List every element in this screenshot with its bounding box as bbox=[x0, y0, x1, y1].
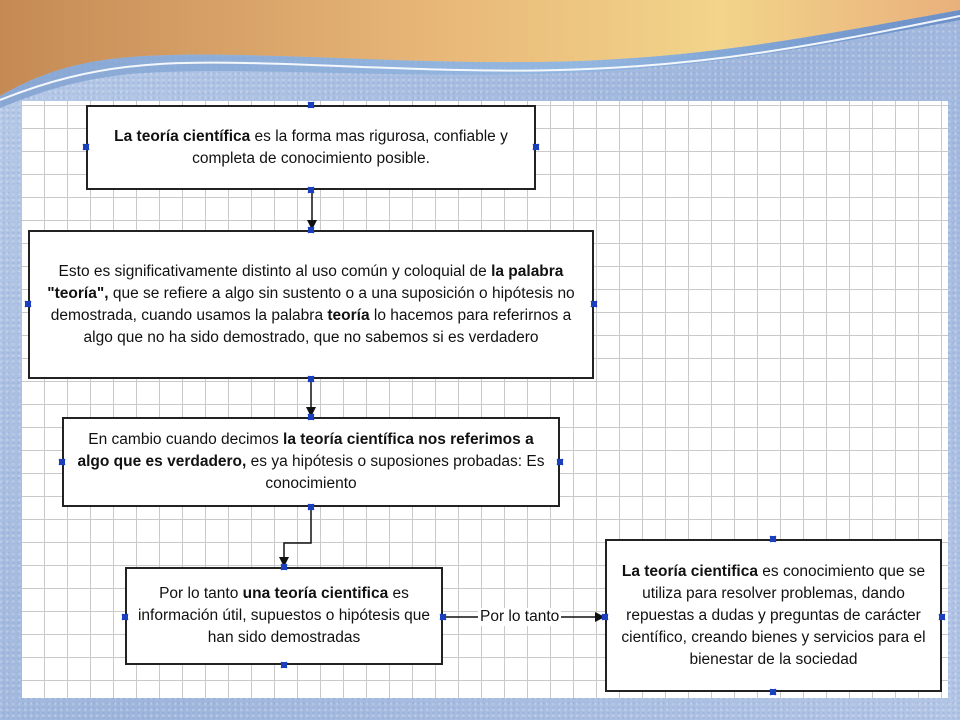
connection-handle[interactable] bbox=[770, 689, 776, 695]
node-3-text bbox=[74, 429, 548, 495]
connection-handle[interactable] bbox=[533, 144, 539, 150]
connection-handle[interactable] bbox=[308, 227, 314, 233]
connector-n3-n4 bbox=[284, 507, 311, 566]
connection-handle[interactable] bbox=[281, 662, 287, 668]
node-5-bold: La teoría cientifica bbox=[621, 562, 758, 580]
node-5-text bbox=[617, 561, 930, 671]
connection-handle[interactable] bbox=[602, 614, 608, 620]
node-por-lo-tanto[interactable] bbox=[125, 567, 443, 665]
connection-handle[interactable] bbox=[308, 376, 314, 382]
node-conclusion[interactable] bbox=[605, 539, 942, 692]
connection-handle[interactable] bbox=[308, 504, 314, 510]
node-4-body-1: Por lo tanto bbox=[159, 585, 243, 602]
node-2-body-3: lo hacemos para referirnos a algo que no ha sido demostrado, que no sabemos si es verdadero bbox=[83, 306, 572, 346]
connection-handle[interactable] bbox=[308, 102, 314, 108]
node-2-bold-2: teoría bbox=[327, 306, 370, 324]
node-2-text bbox=[40, 261, 582, 349]
connection-handle[interactable] bbox=[440, 614, 446, 620]
connection-handle[interactable] bbox=[557, 459, 563, 465]
connection-handle[interactable] bbox=[281, 564, 287, 570]
connection-handle[interactable] bbox=[122, 614, 128, 620]
node-1-text bbox=[98, 126, 524, 170]
node-4-text bbox=[137, 583, 431, 649]
node-en-cambio[interactable] bbox=[62, 417, 560, 507]
connection-handle[interactable] bbox=[59, 459, 65, 465]
node-4-body-2: es información útil, supuestos o hipótesis que han sido demostradas bbox=[137, 585, 431, 646]
connection-handle[interactable] bbox=[308, 414, 314, 420]
node-1-body: es la forma mas rigurosa, confiable y completa de conocimiento posible. bbox=[192, 127, 508, 167]
node-2-bold-1: la palabra "teoría", bbox=[47, 262, 564, 302]
node-2-body-1: Esto es significativamente distinto al uso común y coloquial de bbox=[58, 262, 492, 280]
connection-handle[interactable] bbox=[308, 187, 314, 193]
connection-handle[interactable] bbox=[770, 536, 776, 542]
connection-handle[interactable] bbox=[591, 301, 597, 307]
node-5-body: es conocimiento que se utiliza para resolver problemas, dando repuestas a dudas y preguntas de carácter científico, creando bienes y servicios para el bienestar de la sociedad bbox=[621, 562, 926, 668]
node-teoria-cientifica-definicion[interactable] bbox=[86, 105, 536, 190]
connection-handle[interactable] bbox=[83, 144, 89, 150]
edge-label-por-lo-tanto: Por lo tanto bbox=[480, 608, 560, 625]
node-1-bold: La teoría científica bbox=[114, 127, 251, 145]
node-3-body-2: es ya hipótesis o suposiones probadas: Es conocimiento bbox=[246, 453, 545, 492]
node-4-bold: una teoría cientifica bbox=[242, 585, 389, 602]
node-2-body-2: que se refiere a algo sin sustento o a una suposición o hipótesis no demostrada, cuando usamos la palabra bbox=[50, 284, 575, 324]
node-3-bold: la teoría científica nos referimos a algo que es verdadero, bbox=[77, 431, 534, 470]
connection-handle[interactable] bbox=[939, 614, 945, 620]
node-3-body-1: En cambio cuando decimos bbox=[88, 431, 284, 448]
node-uso-coloquial[interactable] bbox=[28, 230, 594, 379]
connection-handle[interactable] bbox=[25, 301, 31, 307]
